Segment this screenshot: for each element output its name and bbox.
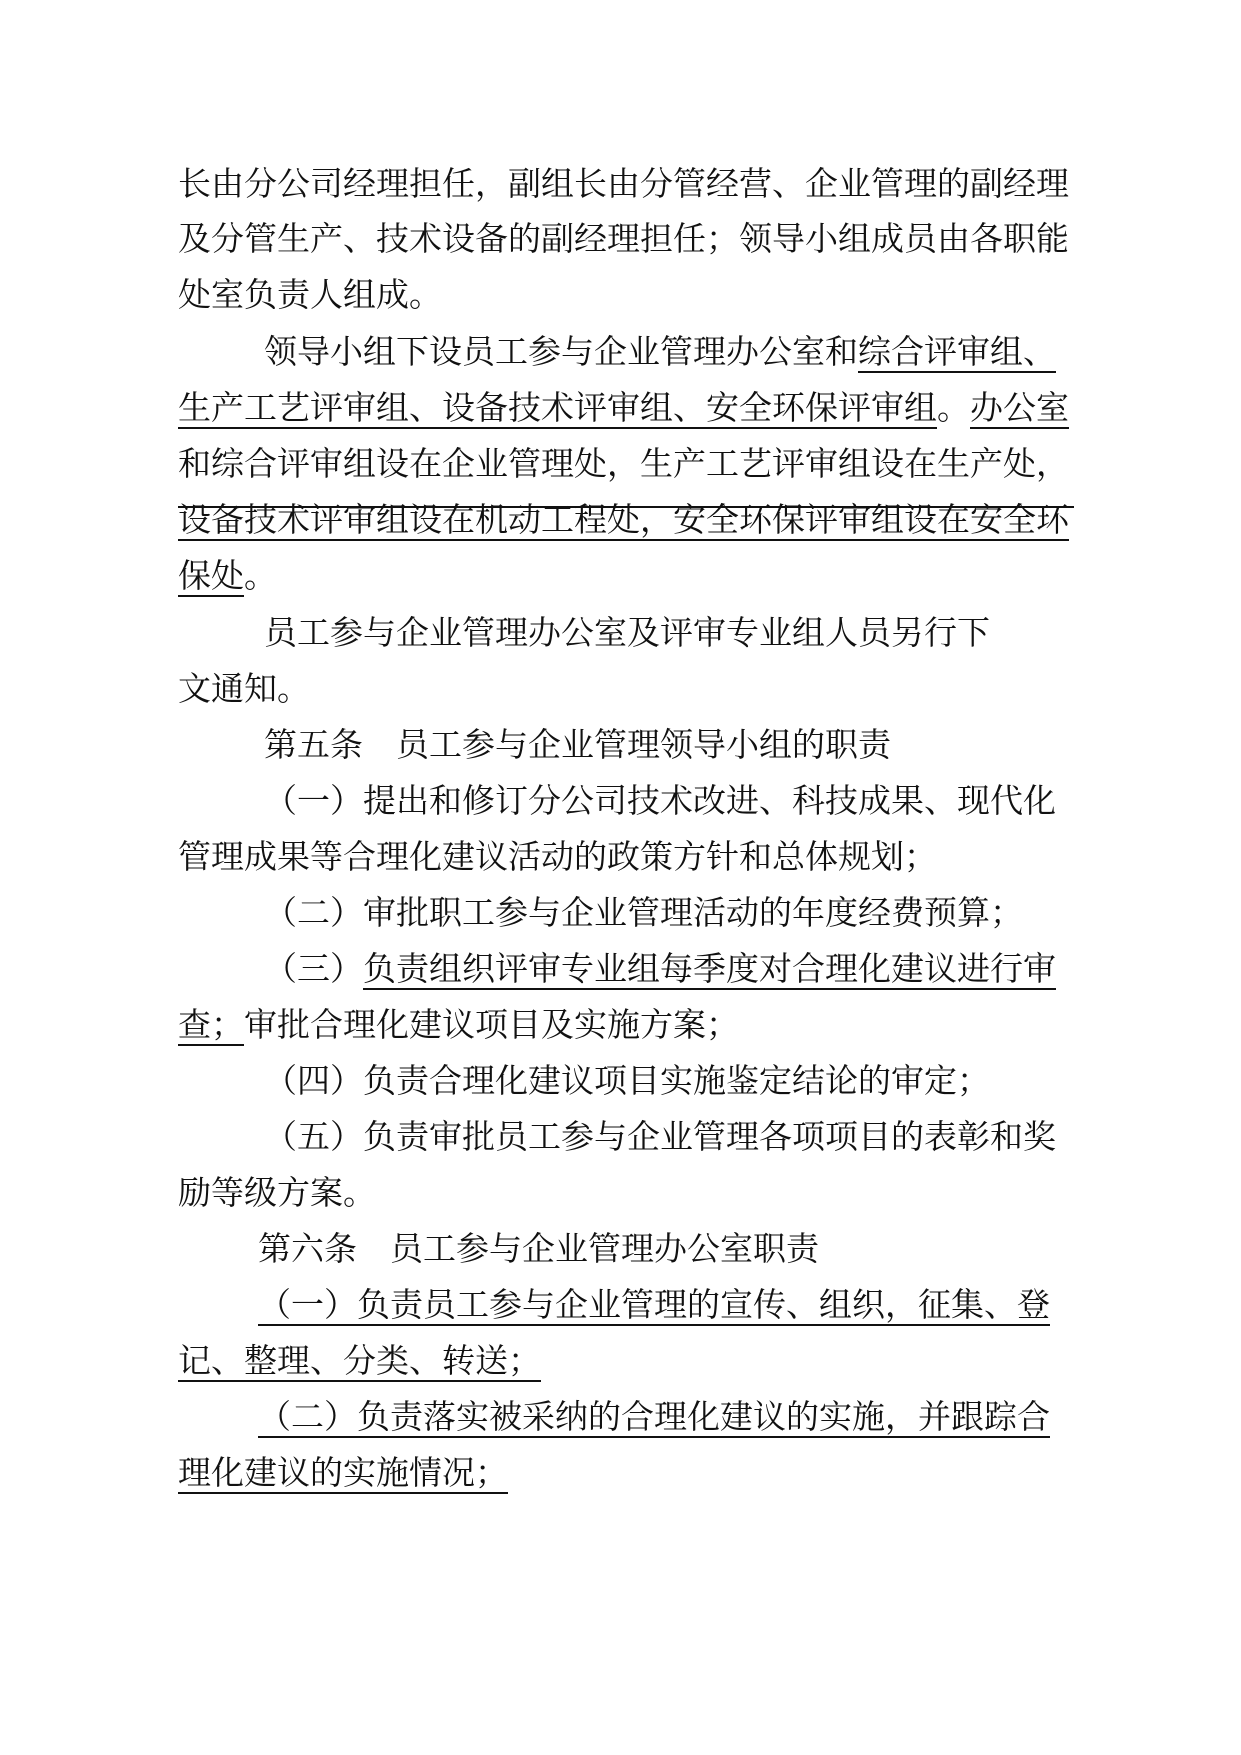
line-text: 长由分公司经理担任，副组长由分管经营、企业管理的副经理 (178, 164, 1069, 203)
line-text: 及分管生产、技术设备的副经理担任；领导小组成员由各职能 (178, 219, 1069, 258)
underlined-text: 记、整理、分类、转送； (178, 1341, 541, 1380)
article-heading (264, 717, 891, 773)
line-text: （二）审批职工参与企业管理活动的年度经费预算； (264, 893, 1023, 932)
underlined-text: （一）负责员工参与企业管理的宣传、组织，征集、登 (258, 1285, 1050, 1324)
line-text: 处室负责人组成。 (178, 275, 442, 314)
line-text: （三） (264, 949, 363, 988)
text-line (258, 1389, 1050, 1445)
text-line (178, 267, 442, 323)
underlined-text: 生产工艺评审组、设备技术评审组、安全环保评审组 (178, 388, 937, 427)
text-line (178, 492, 1069, 548)
underlined-text: 综合评审组、 (858, 332, 1056, 371)
text-line (178, 380, 1069, 436)
line-text: 审批合理化建议项目及实施方案； (244, 1005, 739, 1044)
line-text: （五）负责审批员工参与企业管理各项项目的表彰和奖 (264, 1117, 1056, 1156)
line-text: 文通知。 (178, 669, 310, 708)
text-line (178, 1333, 541, 1389)
line-text: 员工参与企业管理办公室及评审专业组人员另行下 (264, 613, 990, 652)
article-heading (258, 1221, 819, 1277)
text-line (178, 548, 277, 604)
text-line (264, 324, 1056, 380)
underlined-text: 负责组织评审专业组每季度对合理化建议进行审 (363, 949, 1056, 988)
text-line (178, 661, 310, 717)
line-text: 管理成果等合理化建议活动的政策方针和总体规划； (178, 837, 937, 876)
line-text: （一）提出和修订分公司技术改进、科技成果、现代化 (264, 781, 1056, 820)
underlined-text: 设备技术评审组设在机动工程处，安全环保评审组设在安全环 (178, 500, 1069, 539)
text-line (178, 997, 739, 1053)
text-line (264, 941, 1056, 997)
underlined-text: （二）负责落实被采纳的合理化建议的实施，并跟踪合 (258, 1397, 1050, 1436)
text-line (178, 1165, 376, 1221)
text-line (178, 1445, 508, 1501)
underlined-text: 保处 (178, 556, 244, 595)
underlined-text: 办公室 (970, 388, 1069, 427)
underlined-text: 和综合评审组设在企业管理处，生产工艺评审组设在生产处， (178, 444, 1069, 483)
line-text: 第五条 员工参与企业管理领导小组的职责 (264, 725, 891, 764)
text-line (264, 1053, 990, 1109)
text-line (264, 605, 990, 661)
text-line (178, 829, 937, 885)
line-text: 励等级方案。 (178, 1173, 376, 1212)
underlined-text: 查； (178, 1005, 244, 1044)
underlined-text: 理化建议的实施情况； (178, 1453, 508, 1492)
text-line (178, 436, 1069, 492)
text-line (178, 211, 1069, 267)
line-text: 。 (937, 388, 970, 427)
text-line (264, 1109, 1056, 1165)
line-text: （四）负责合理化建议项目实施鉴定结论的审定； (264, 1061, 990, 1100)
line-text: 领导小组下设员工参与企业管理办公室和 (264, 332, 858, 371)
text-line (264, 773, 1056, 829)
text-line (258, 1277, 1050, 1333)
text-line (178, 156, 1069, 212)
text-line (264, 885, 1023, 941)
line-text: 。 (244, 556, 277, 595)
line-text: 第六条 员工参与企业管理办公室职责 (258, 1229, 819, 1268)
